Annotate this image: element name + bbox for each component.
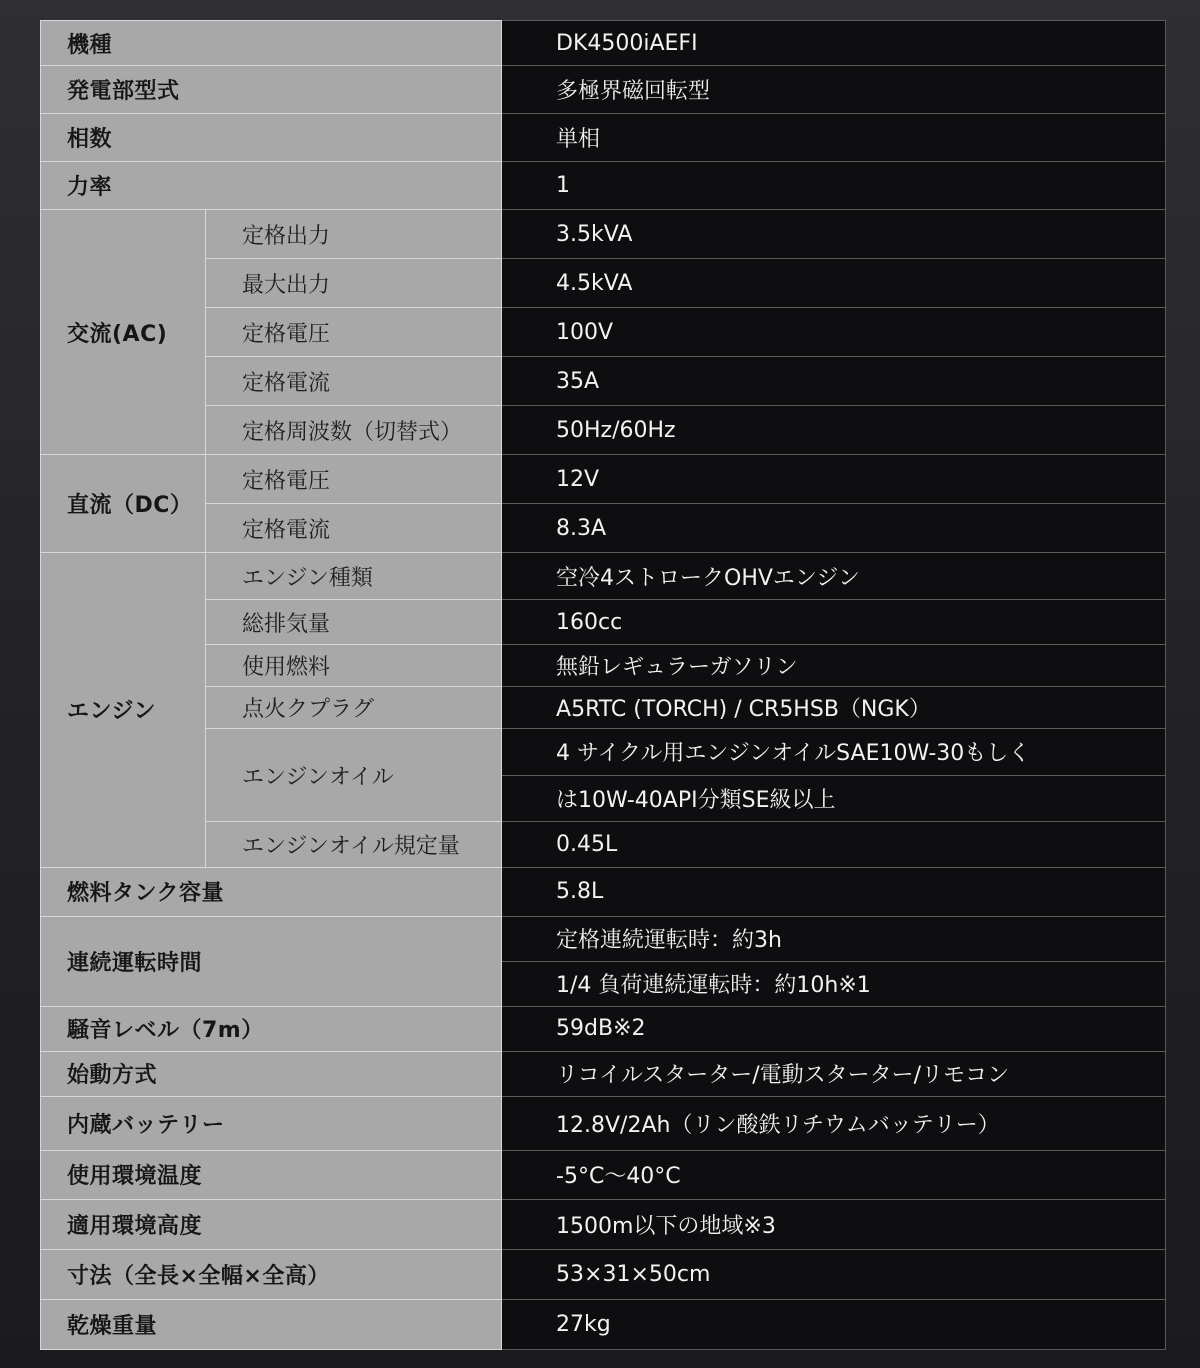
table-row	[41, 308, 1166, 357]
row-label: 定格電圧	[206, 455, 502, 504]
row-value: 1	[502, 162, 1166, 210]
row-value: DK4500iAEFI	[502, 21, 1166, 66]
group-label-engine: エンジン	[41, 553, 206, 867]
table-row	[41, 916, 1166, 961]
row-label: 総排気量	[206, 600, 502, 645]
row-label: 乾燥重量	[41, 1299, 502, 1349]
row-value: 50Hz/60Hz	[502, 406, 1166, 455]
table-row	[41, 162, 1166, 210]
table-row	[41, 357, 1166, 406]
table-row	[41, 406, 1166, 455]
row-label: 機種	[41, 21, 502, 66]
row-label: エンジンオイル規定量	[206, 821, 502, 867]
row-value: 53×31×50cm	[502, 1249, 1166, 1299]
row-label: 最大出力	[206, 259, 502, 308]
table-row	[41, 455, 1166, 504]
row-label: 定格電圧	[206, 308, 502, 357]
row-label: 定格周波数（切替式）	[206, 406, 502, 455]
row-value: 単相	[502, 114, 1166, 162]
row-label: 使用環境温度	[41, 1150, 502, 1199]
row-label: 騒音レベル（7m）	[41, 1006, 502, 1051]
row-value: 4 サイクル用エンジンオイルSAE10W-30もしく	[502, 729, 1166, 775]
row-label: 連続運転時間	[41, 916, 502, 1006]
table-row	[41, 259, 1166, 308]
table-row	[41, 210, 1166, 259]
row-value: 35A	[502, 357, 1166, 406]
row-value: 12.8V/2Ah（リン酸鉄リチウムバッテリー）	[502, 1096, 1166, 1150]
row-value: リコイルスターター/電動スターター/リモコン	[502, 1051, 1166, 1096]
table-row	[41, 21, 1166, 66]
row-value: 27kg	[502, 1299, 1166, 1349]
table-row	[41, 1051, 1166, 1096]
table-row	[41, 504, 1166, 553]
table-row	[41, 1006, 1166, 1051]
row-label: 定格電流	[206, 504, 502, 553]
row-label: 点火クプラグ	[206, 687, 502, 729]
spec-table	[40, 20, 1166, 1350]
row-label: 相数	[41, 114, 502, 162]
row-label: エンジン種類	[206, 553, 502, 600]
row-value: 160cc	[502, 600, 1166, 645]
table-row	[41, 1299, 1166, 1349]
row-label: 内蔵バッテリー	[41, 1096, 502, 1150]
table-row	[41, 66, 1166, 114]
table-row	[41, 821, 1166, 867]
table-row	[41, 114, 1166, 162]
row-value: -5°C〜40°C	[502, 1150, 1166, 1199]
row-label: 寸法（全長×全幅×全高）	[41, 1249, 502, 1299]
row-value: 3.5kVA	[502, 210, 1166, 259]
row-label: 適用環境高度	[41, 1199, 502, 1249]
row-value: 100V	[502, 308, 1166, 357]
table-row	[41, 1249, 1166, 1299]
group-label-ac: 交流(AC)	[41, 210, 206, 455]
table-row	[41, 1150, 1166, 1199]
table-row	[41, 687, 1166, 729]
row-value: 12V	[502, 455, 1166, 504]
row-label: 定格出力	[206, 210, 502, 259]
row-value: 4.5kVA	[502, 259, 1166, 308]
row-label: エンジンオイル	[206, 729, 502, 821]
row-value: 1/4 負荷連続運転時：約10h※1	[502, 961, 1166, 1006]
row-value: は10W-40API分類SE級以上	[502, 775, 1166, 821]
table-row	[41, 729, 1166, 775]
table-row	[41, 553, 1166, 600]
row-label: 使用燃料	[206, 645, 502, 687]
table-row	[41, 600, 1166, 645]
table-row	[41, 1199, 1166, 1249]
row-value: 8.3A	[502, 504, 1166, 553]
row-value: 0.45L	[502, 821, 1166, 867]
row-value: A5RTC (TORCH) / CR5HSB（NGK）	[502, 687, 1166, 729]
row-value: 定格連続運転時：約3h	[502, 916, 1166, 961]
row-value: 5.8L	[502, 867, 1166, 916]
row-label: 発電部型式	[41, 66, 502, 114]
table-row	[41, 645, 1166, 687]
row-value: 1500m以下の地域※3	[502, 1199, 1166, 1249]
row-label: 定格電流	[206, 357, 502, 406]
row-label: 力率	[41, 162, 502, 210]
table-row	[41, 1096, 1166, 1150]
row-label: 燃料タンク容量	[41, 867, 502, 916]
table-row	[41, 867, 1166, 916]
row-value: 多極界磁回転型	[502, 66, 1166, 114]
row-value: 59dB※2	[502, 1006, 1166, 1051]
group-label-dc: 直流（DC）	[41, 455, 206, 553]
row-label: 始動方式	[41, 1051, 502, 1096]
row-value: 無鉛レギュラーガソリン	[502, 645, 1166, 687]
row-value: 空冷4ストロークOHVエンジン	[502, 553, 1166, 600]
